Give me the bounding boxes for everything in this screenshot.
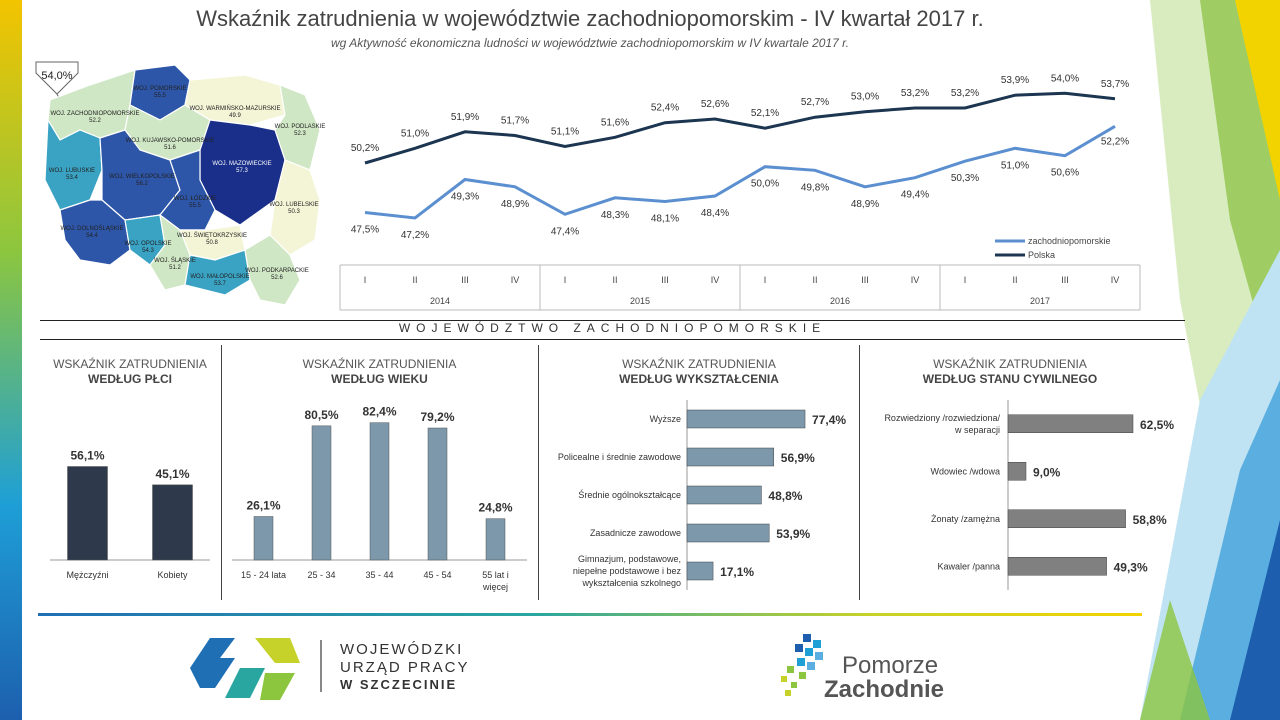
year-label: 2016 xyxy=(829,296,851,306)
wup-name-line1: WOJEWÓDZKI xyxy=(340,641,464,658)
panel-title-line1: WSKAŹNIK ZATRUDNIENIA xyxy=(622,357,776,371)
data-label: 51,0% xyxy=(400,128,430,140)
region-zachodniopomorskie xyxy=(48,70,135,140)
map-value: 52.6 xyxy=(271,275,283,281)
map-value: 54.4 xyxy=(86,233,98,239)
bar xyxy=(687,410,805,428)
legend-label: Polska xyxy=(1028,250,1056,260)
data-label: 48,8% xyxy=(768,489,803,503)
data-label: 53,2% xyxy=(900,88,930,99)
legend-label: zachodniopomorskie xyxy=(1028,236,1111,246)
data-label: 52,7% xyxy=(800,97,830,109)
year-label: 2015 xyxy=(629,296,651,306)
panel-title xyxy=(860,357,1160,387)
bar xyxy=(312,426,331,560)
y-tick-label: Rozwiedziony /rozwiedziona/ xyxy=(884,412,1000,423)
map-value: 51.2 xyxy=(169,265,181,271)
x-tick-label: Mężczyźni xyxy=(66,570,109,580)
y-tick-label: w separacji xyxy=(954,424,1000,435)
data-label: 54,0% xyxy=(1050,73,1080,85)
bar xyxy=(370,423,389,560)
page-title: Wskaźnik zatrudnienia w województwie zachodniopomorskim - IV kwartał 2017 r. xyxy=(196,6,984,31)
gender-bar-chart xyxy=(40,390,220,600)
y-tick-label: wykształcenia szkolnego xyxy=(582,578,681,588)
panel-title xyxy=(539,357,859,387)
map-value: 49.9 xyxy=(229,113,241,119)
map-value: 53.7 xyxy=(214,281,226,287)
data-label: 47,2% xyxy=(400,230,430,241)
wup-logo-icon xyxy=(180,628,310,708)
data-label: 49,3% xyxy=(450,191,480,203)
panel-title-line1: WSKAŹNIK ZATRUDNIENIA xyxy=(53,357,207,371)
data-label: 56,1% xyxy=(70,448,105,463)
map-value: 51.6 xyxy=(164,145,176,151)
data-label: 48,4% xyxy=(700,208,730,219)
panel-title-line1: WSKAŹNIK ZATRUDNIENIA xyxy=(302,357,457,371)
x-tick-label: I xyxy=(563,275,567,285)
x-tick-label: III xyxy=(861,275,869,285)
data-label: 48,9% xyxy=(850,198,880,210)
panel-title-line2: WEDŁUG STANU CYWILNEGO xyxy=(922,372,1098,386)
poland-map xyxy=(30,60,340,310)
bar xyxy=(1008,510,1126,528)
map-label: WOJ. WARMIŃSKO-MAZURSKIE xyxy=(189,106,281,112)
marital-bar-chart xyxy=(860,390,1175,600)
x-tick-label: I xyxy=(963,275,967,285)
data-label: 82,4% xyxy=(362,404,397,419)
bar xyxy=(687,524,769,542)
x-tick-label: I xyxy=(763,275,767,285)
wup-name-line3: W SZCZECINIE xyxy=(340,677,458,692)
wup-name-line2: URZĄD PRACY xyxy=(340,659,470,676)
data-label: 53,9% xyxy=(776,527,811,541)
map-label: WOJ. PODLASKIE xyxy=(274,124,326,130)
map-label: WOJ. OPOLSKIE xyxy=(124,241,172,247)
x-tick-label: 35 - 44 xyxy=(365,570,394,580)
data-label: 80,5% xyxy=(304,407,339,422)
x-tick-label: 45 - 54 xyxy=(423,570,452,580)
bar xyxy=(1008,415,1133,433)
map-value: 50.3 xyxy=(288,209,300,215)
map-value: 52.2 xyxy=(89,118,101,124)
data-label: 48,3% xyxy=(600,209,630,221)
x-tick-label: 15 - 24 lata xyxy=(240,570,287,580)
divider xyxy=(320,640,322,692)
x-tick-label: II xyxy=(612,275,618,285)
panel-gender xyxy=(40,345,220,600)
x-tick-label: IV xyxy=(710,275,720,285)
map-label: WOJ. POMORSKIE xyxy=(133,86,187,92)
x-tick-label: III xyxy=(661,275,669,285)
data-label: 62,5% xyxy=(1140,417,1175,432)
data-label: 47,4% xyxy=(550,226,580,238)
bar xyxy=(153,485,193,560)
right-decoration xyxy=(1140,0,1280,720)
data-label: 49,3% xyxy=(1113,560,1148,575)
series-line-0 xyxy=(365,126,1115,218)
data-label: 51,1% xyxy=(550,126,580,138)
data-label: 48,1% xyxy=(650,213,680,225)
bar xyxy=(687,562,713,580)
data-label: 52,2% xyxy=(1100,136,1130,148)
data-label: 49,4% xyxy=(900,189,930,201)
bar xyxy=(1008,462,1026,480)
map-value: 54.3 xyxy=(142,248,154,254)
panel-age xyxy=(222,345,537,600)
map-value: 56.2 xyxy=(136,181,148,187)
divider xyxy=(40,339,1185,340)
y-tick-label: Żonaty /zamężna xyxy=(930,513,1000,524)
bar xyxy=(687,448,774,466)
x-tick-label: 25 - 34 xyxy=(307,570,336,580)
data-label: 51,9% xyxy=(450,111,480,123)
data-label: 50,3% xyxy=(950,173,980,185)
y-tick-label: Zasadnicze zawodowe xyxy=(589,528,681,538)
bar xyxy=(428,428,447,560)
year-label: 2017 xyxy=(1029,296,1051,306)
y-tick-label: niepełne podstawowe i bez xyxy=(572,566,681,576)
education-bar-chart xyxy=(539,390,859,600)
map-label: WOJ. ZACHODNIOPOMORSKIE xyxy=(50,111,140,117)
data-label: 47,5% xyxy=(350,224,380,236)
map-label: WOJ. MAŁOPOLSKIE xyxy=(190,274,250,280)
map-value: 57.3 xyxy=(236,168,248,174)
data-label: 77,4% xyxy=(812,413,847,427)
data-label: 52,6% xyxy=(700,99,730,110)
x-tick-label: IV xyxy=(510,275,520,285)
x-tick-label: III xyxy=(1061,275,1069,285)
map-value: 55.5 xyxy=(189,203,201,209)
data-label: 50,6% xyxy=(1050,167,1080,179)
data-label: 51,0% xyxy=(1000,160,1030,172)
pz-name-line2: Zachodnie xyxy=(824,676,945,703)
panel-title xyxy=(222,357,537,387)
bottom-rule xyxy=(38,613,1142,616)
panel-marital xyxy=(860,345,1175,600)
page-subtitle: wg Aktywność ekonomiczna ludności w województwie zachodniopomorskim w IV kwartale 2017 r. xyxy=(330,36,849,50)
data-label: 79,2% xyxy=(420,410,455,424)
data-label: 51,7% xyxy=(500,115,530,127)
pz-name-line1: Pomorze xyxy=(842,652,939,679)
map-value: 53.4 xyxy=(66,175,78,181)
data-label: 53,2% xyxy=(950,88,980,99)
data-label: 53,7% xyxy=(1100,78,1130,90)
x-tick-label: 55 lat i xyxy=(482,570,509,580)
region-band-title: WOJEWÓDZTWO ZACHODNIOPOMORSKIE xyxy=(398,321,827,335)
x-tick-label: III xyxy=(461,275,469,285)
x-tick-label: IV xyxy=(910,275,920,285)
data-label: 48,9% xyxy=(500,198,530,210)
map-label: WOJ. WIELKOPOLSKIE xyxy=(109,174,175,180)
data-label: 52,1% xyxy=(750,108,780,120)
data-label: 52,4% xyxy=(650,102,680,114)
data-label: 50,0% xyxy=(750,178,780,190)
panel-title-line1: WSKAŹNIK ZATRUDNIENIA xyxy=(933,357,1087,371)
bar xyxy=(254,517,273,561)
map-label: WOJ. LUBUSKIE xyxy=(48,168,96,174)
map-label: WOJ. DOLNOŚLĄSKIE xyxy=(60,226,124,232)
data-label: 26,1% xyxy=(246,498,281,513)
data-label: 51,6% xyxy=(600,117,630,129)
data-label: 50,2% xyxy=(350,143,380,154)
age-bar-chart xyxy=(222,390,537,600)
map-label: WOJ. MAZOWIECKIE xyxy=(212,161,272,167)
x-tick-label: Kobiety xyxy=(157,570,188,580)
data-label: 45,1% xyxy=(155,466,190,481)
panel-title-line2: WEDŁUG PŁCI xyxy=(88,372,172,386)
x-tick-label: więcej xyxy=(482,582,509,592)
y-tick-label: Wdowiec /wdowa xyxy=(930,466,1000,477)
map-label: WOJ. ŚLĄSKIE xyxy=(154,258,196,264)
panel-education xyxy=(539,345,859,600)
bar xyxy=(486,519,505,560)
y-tick-label: Policealne i średnie zawodowe xyxy=(557,452,681,462)
y-tick-label: Gimnazjum, podstawowe, xyxy=(577,554,681,564)
x-tick-label: II xyxy=(1012,275,1018,285)
y-tick-label: Wyższe xyxy=(649,414,681,424)
map-label: WOJ. ŁÓDZKIE xyxy=(173,196,217,202)
panel-title xyxy=(40,357,220,387)
data-label: 56,9% xyxy=(780,451,815,465)
map-value: 55.5 xyxy=(154,93,166,99)
data-label: 53,0% xyxy=(850,91,880,103)
map-label: WOJ. PODKARPACKIE xyxy=(245,268,309,274)
x-tick-label: I xyxy=(363,275,367,285)
map-value: 50.8 xyxy=(206,240,218,246)
x-tick-label: II xyxy=(812,275,818,285)
data-label: 58,8% xyxy=(1132,512,1167,527)
map-label: WOJ. LUBELSKIE xyxy=(269,202,319,208)
map-label: WOJ. KUJAWSKO-POMORSKIE xyxy=(125,138,215,144)
data-label: 49,8% xyxy=(800,182,830,194)
data-label: 9,0% xyxy=(1033,465,1061,480)
data-label: 53,9% xyxy=(1000,75,1030,87)
map-label: WOJ. ŚWIĘTOKRZYSKIE xyxy=(177,233,247,239)
left-decoration xyxy=(0,0,22,720)
year-label: 2014 xyxy=(429,296,451,306)
data-label: 17,1% xyxy=(720,565,755,579)
x-tick-label: IV xyxy=(1110,275,1120,285)
bar xyxy=(68,467,108,561)
line-chart xyxy=(340,60,1140,315)
bar xyxy=(687,486,761,504)
panel-title-line2: WEDŁUG WYKSZTAŁCENIA xyxy=(619,372,779,386)
callout-value: 54,0% xyxy=(41,70,73,82)
x-tick-label: II xyxy=(412,275,418,285)
y-tick-label: Kawaler /panna xyxy=(937,561,1000,572)
data-label: 24,8% xyxy=(478,500,513,515)
y-tick-label: Średnie ogólnokształcące xyxy=(578,490,681,500)
panel-title-line2: WEDŁUG WIEKU xyxy=(331,372,428,386)
map-value: 52.3 xyxy=(294,131,306,137)
bar xyxy=(1008,557,1107,575)
